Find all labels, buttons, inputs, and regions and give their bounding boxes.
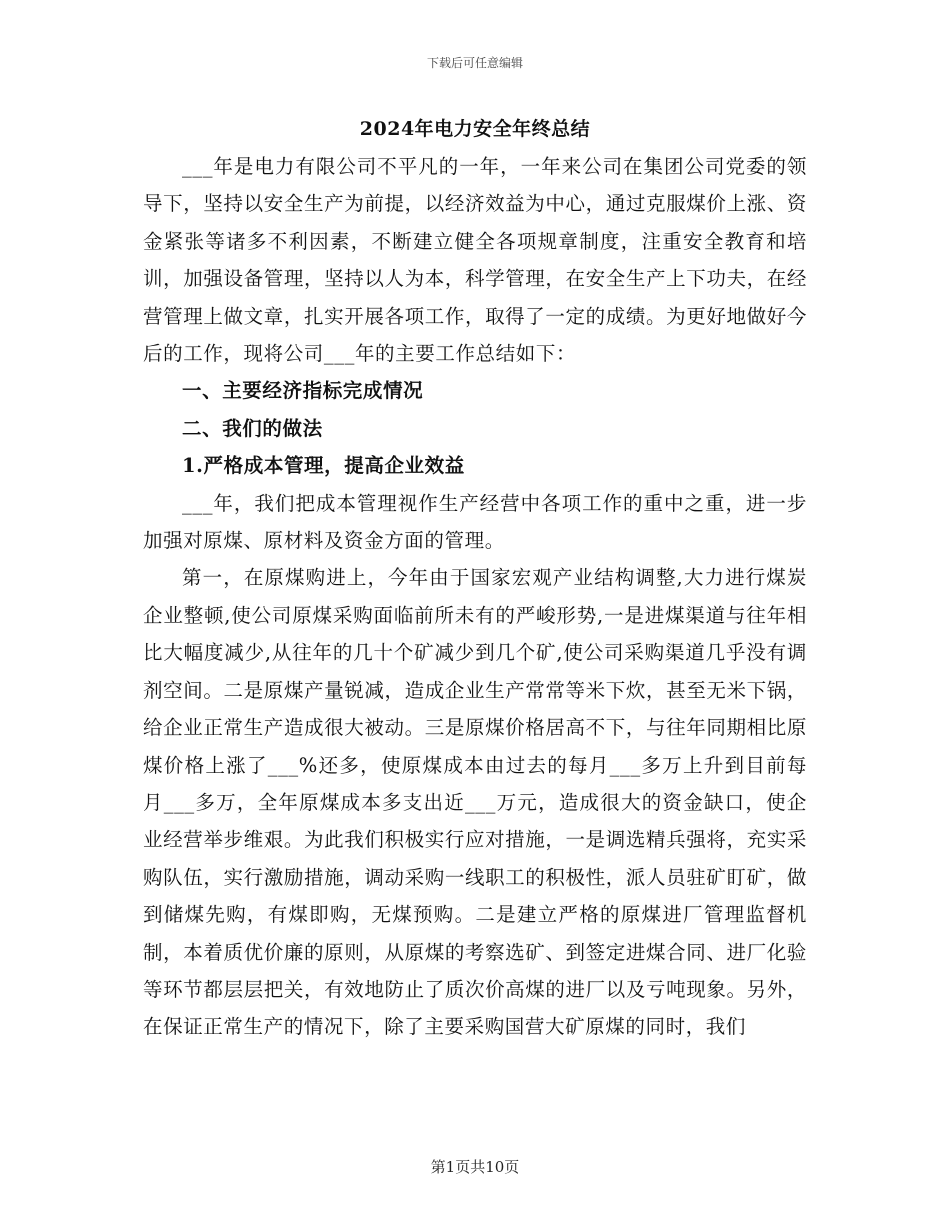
page-footer: 第1页共10页 (430, 1158, 520, 1176)
subsection-heading-1: 1.严格成本管理，提高企业效益 (182, 454, 465, 478)
section-heading-2: 二、我们的做法 (182, 416, 323, 440)
cost-management-paragraph: ___年，我们把成本管理视作生产经营中各项工作的重中之重，进一步加强对原煤、原材料及资金方面的管理。 (143, 491, 807, 553)
document-body (143, 148, 807, 1046)
section-heading-1: 一、主要经济指标完成情况 (182, 379, 424, 403)
coal-purchase-paragraph: 第一，在原煤购进上，今年由于国家宏观产业结构调整,大力进行煤炭企业整顿,使公司原煤采购面临前所未有的严峻形势,一是进煤渠道与往年相比大幅度减少,从往年的几十个矿减少到几个矿,使公司采购渠道几乎没有调剂空间。二是原煤产量锐减，造成企业生产常常等米下炊，甚至无米下锅，给企业正常生产造成很大被动。三是原煤价格居高不下，与往年同期相比原煤价格上涨了___%还多，使原煤成本由过去的每月___多万上升到目前每月___多万，全年原煤成本多支出近___万元，造成很大的资金缺口，使企业经营举步维艰。为此我们积极实行应对措施，一是调选精兵强将，充实采购队伍，实行激励措施，调动采购一线职工的积极性，派人员驻矿盯矿，做到储煤先购，有煤即购，无煤预购。二是建立严格的原煤进厂管理监督机制，本着质优价廉的原则，从原煤的考察选矿、到签定进煤合同、进厂化验等环节都层层把关，有效地防止了质次价高煤的进厂以及亏吨现象。另外，在保证正常生产的情况下，除了主要采购国营大矿原煤的同时，我们 (143, 566, 807, 1039)
document-title: 2024年电力安全年终总结 (359, 118, 591, 140)
intro-paragraph: ___年是电力有限公司不平凡的一年，一年来公司在集团公司党委的领导下，坚持以安全生产为前提，以经济效益为中心，通过克服煤价上涨、资金紧张等诸多不利因素，不断建立健全各项规章制度，注重安全教育和培训，加强设备管理，坚持以人为本，科学管理，在安全生产上下功夫，在经营管理上做文章，扎实开展各项工作，取得了一定的成绩。为更好地做好今后的工作，现将公司___年的主要工作总结如下： (143, 155, 807, 366)
header-note: 下载后可任意编辑 (426, 56, 523, 70)
